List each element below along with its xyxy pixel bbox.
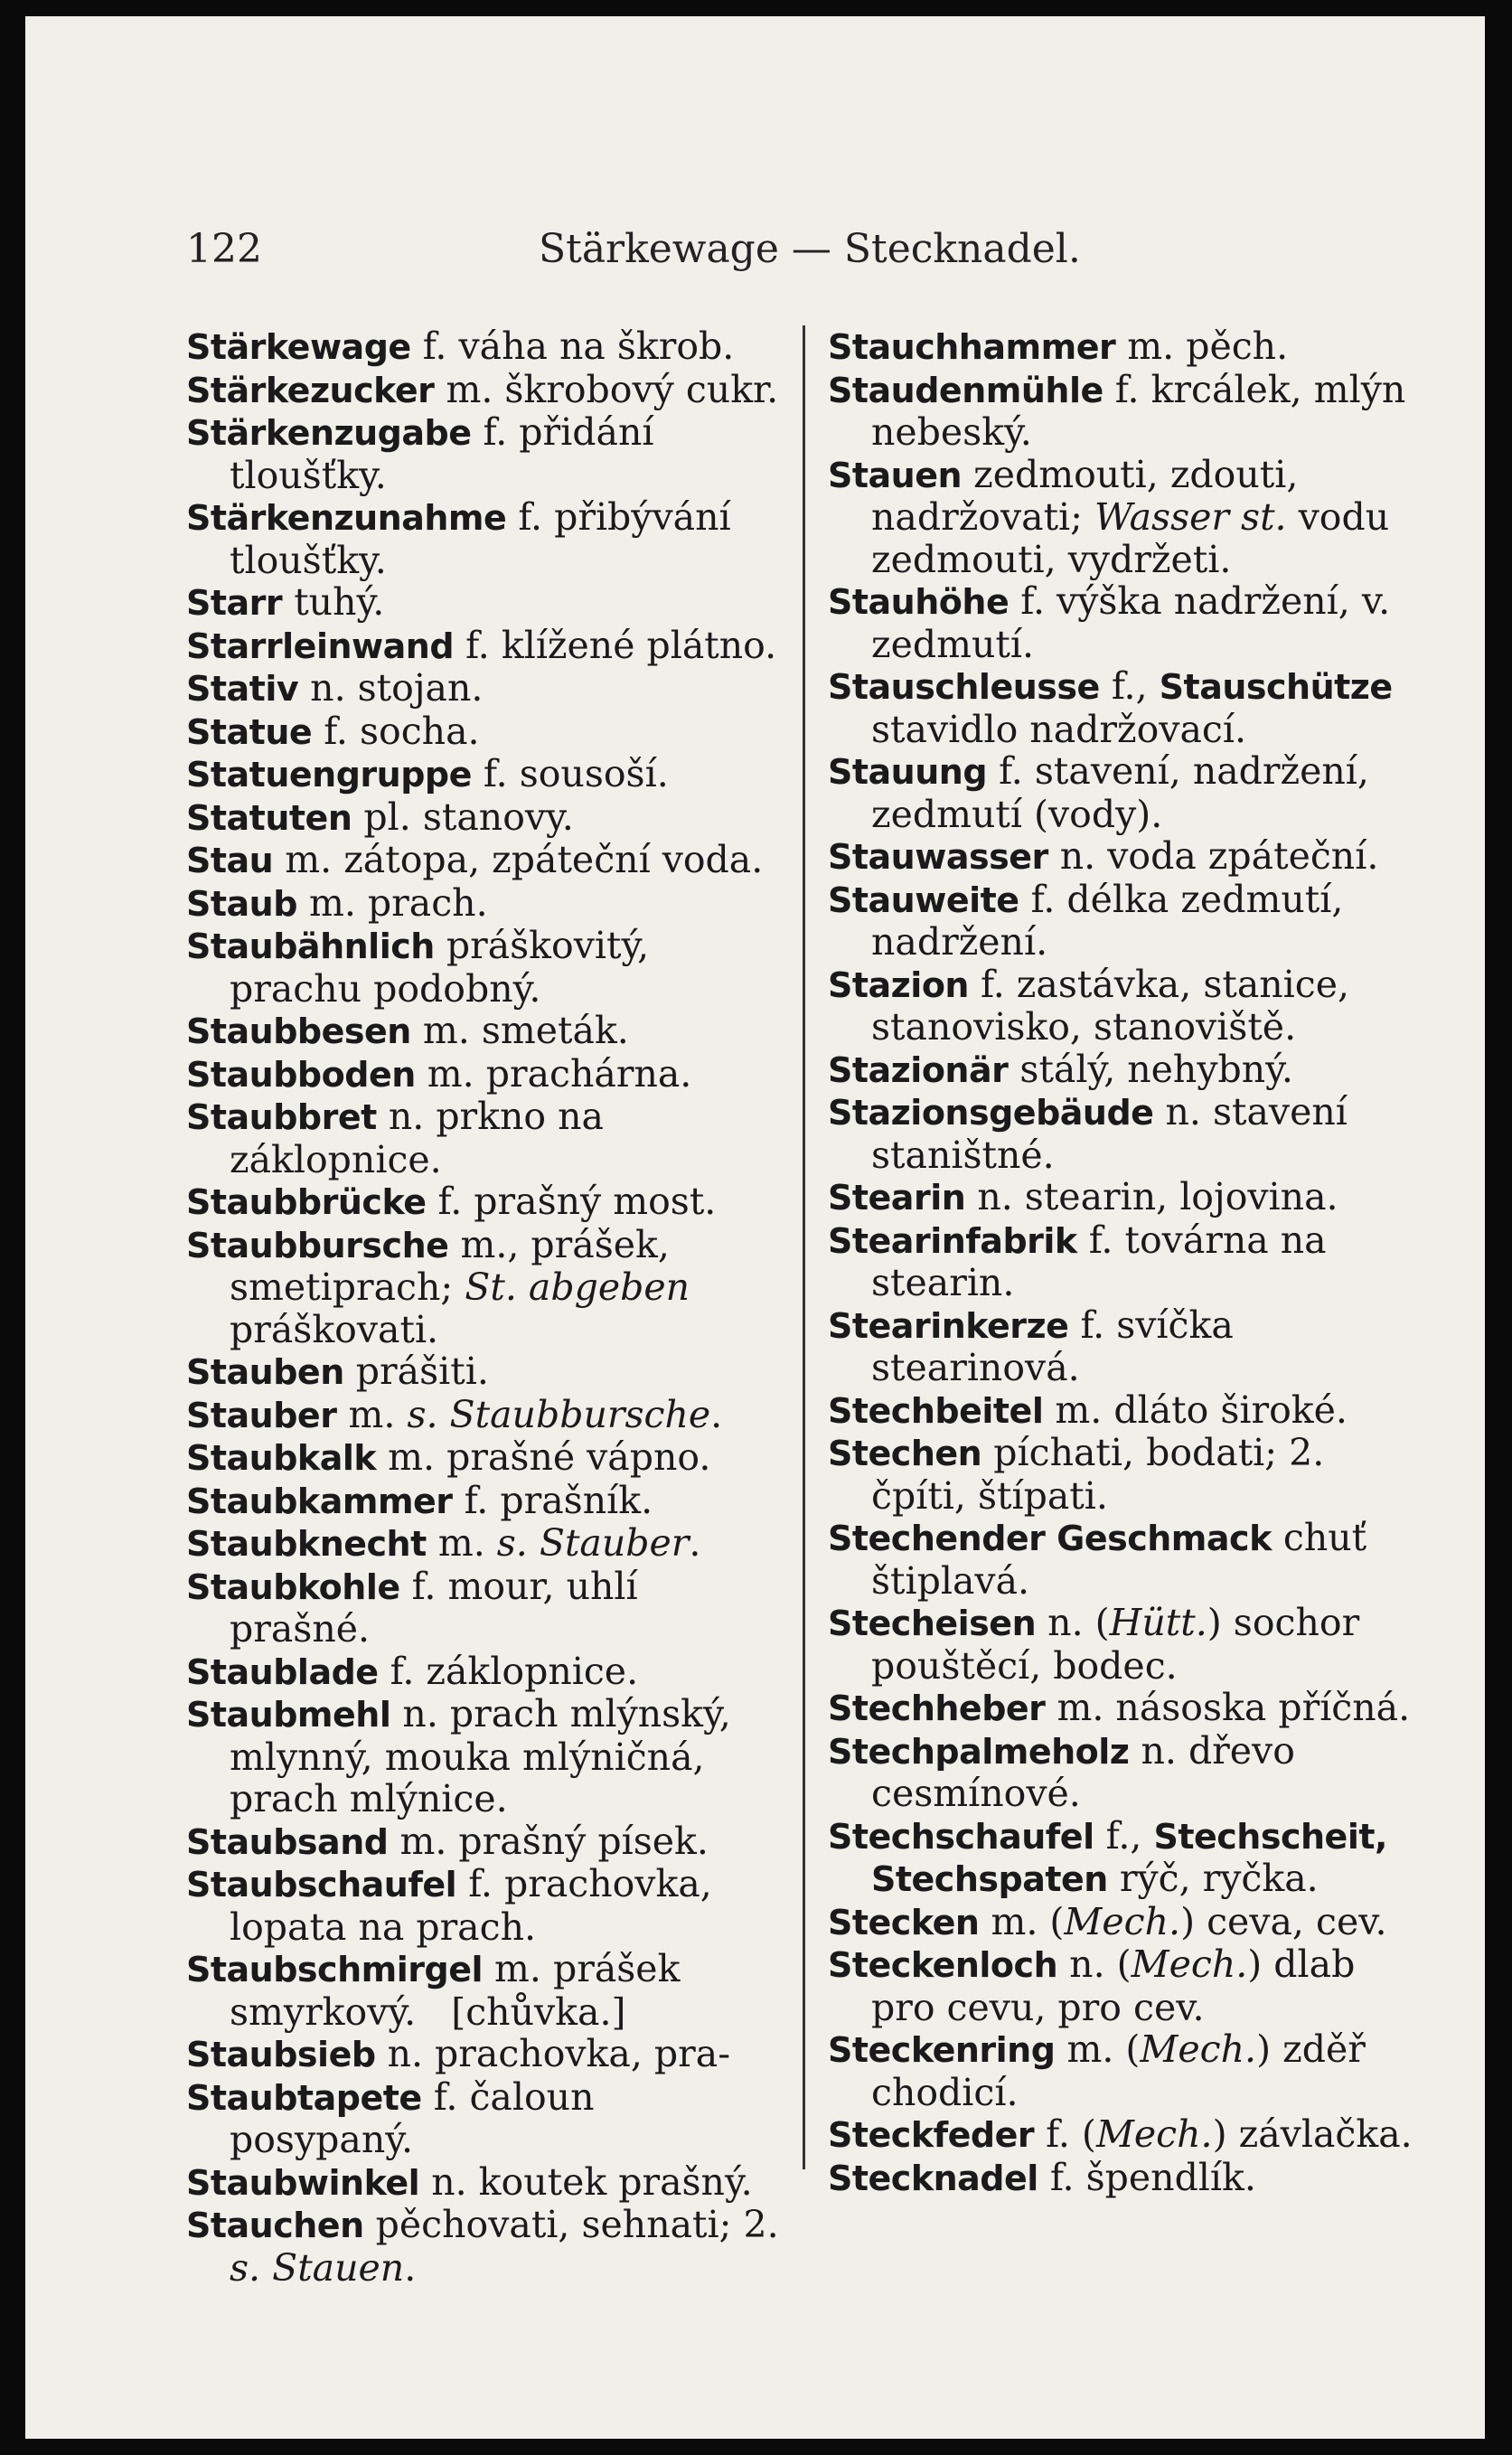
- entry-headword: Stazion: [828, 964, 969, 1005]
- entry-definition: f. špendlík.: [1038, 2155, 1256, 2199]
- entry-definition: chuť štiplavá.: [871, 1516, 1379, 1603]
- entry-headword: Stearinkerze: [828, 1305, 1069, 1346]
- dictionary-entry: [186, 1053, 783, 1096]
- entry-definition: m. (: [979, 1899, 1065, 1943]
- entry-headword: Staubknecht: [186, 1524, 427, 1564]
- entry-definition: n. stearin, lojovina.: [965, 1175, 1338, 1218]
- entry-headword: Stazionär: [828, 1049, 1009, 1090]
- dictionary-entry: [186, 1948, 783, 2033]
- entry-definition: f. přibývání tloušťky.: [230, 495, 743, 582]
- entry-headword: Stechheber: [828, 1688, 1046, 1728]
- entry-definition: prášiti.: [343, 1350, 489, 1393]
- entry-definition: f. stavení, nadržení, zedmutí (vody).: [871, 749, 1381, 836]
- left-column: [186, 325, 791, 2290]
- entry-headword: Steckenloch: [828, 1945, 1058, 1985]
- entry-headword: Stecken: [828, 1902, 980, 1942]
- entry-italic: Mech.: [1064, 1899, 1181, 1943]
- entry-headword: Staubtapete: [186, 2077, 422, 2118]
- entry-definition: ) zděř chodicí.: [871, 2027, 1377, 2114]
- entry-headword: Stauchhammer: [828, 327, 1116, 367]
- entry-definition: m.: [336, 1392, 408, 1436]
- entry-italic: St. abgeben: [465, 1265, 690, 1309]
- dictionary-entry: [186, 1863, 783, 1948]
- entry-headword: Stauung: [828, 752, 988, 792]
- dictionary-entry: [186, 839, 783, 882]
- entry-definition: píchati, bodati; 2. čpíti, štípati.: [871, 1431, 1337, 1518]
- entry-headword: Staubbesen: [186, 1011, 411, 1051]
- entry-definition: f. krcálek, mlýn nebeský.: [871, 367, 1418, 454]
- dictionary-entry: [186, 1693, 783, 1820]
- entry-headword: Staubwinkel: [186, 2162, 420, 2203]
- entry-italic: Mech.: [1095, 2112, 1213, 2156]
- dictionary-entry: [186, 625, 783, 668]
- entry-headword: Stechscheit, Stechspaten: [871, 1816, 1399, 1899]
- entry-definition: n. voda zpáteční.: [1047, 834, 1379, 878]
- entry-definition: tuhý.: [282, 580, 385, 624]
- dictionary-entry: [186, 1096, 783, 1180]
- entry-definition: f. socha.: [312, 709, 480, 753]
- entry-definition: zedmouti, zdouti, nadržovati;: [871, 452, 1310, 539]
- dictionary-entry: [828, 325, 1424, 369]
- entry-headword: Stauwasser: [828, 837, 1048, 877]
- dictionary-entry: [828, 835, 1424, 879]
- entry-definition: n. (: [1057, 1942, 1132, 1986]
- entry-definition: rýč, ryčka.: [1107, 1857, 1319, 1900]
- entry-italic: Hütt.: [1109, 1601, 1207, 1644]
- right-column: [828, 325, 1424, 2199]
- entry-definition: n. prach mlýnský, mlynný, mouka mlýničná, prach mlýnice.: [230, 1692, 743, 1820]
- entry-definition: n. (: [1036, 1601, 1110, 1644]
- entry-headword: Staubkalk: [186, 1438, 377, 1478]
- entry-headword: Staubboden: [186, 1054, 416, 1095]
- entry-definition: ) ceva, cev.: [1180, 1899, 1387, 1943]
- entry-definition: f. (: [1034, 2112, 1096, 2156]
- entry-definition: m. dláto široké.: [1043, 1387, 1348, 1432]
- entry-definition: n. prkno na záklopnice.: [230, 1095, 616, 1181]
- entry-headword: Stärkenzugabe: [186, 413, 472, 453]
- dictionary-entry: [828, 1901, 1424, 1944]
- entry-definition: f. mour, uhlí prašné.: [230, 1564, 650, 1651]
- dictionary-entry: [186, 882, 783, 926]
- entry-definition: f. záklopnice.: [378, 1649, 639, 1693]
- dictionary-entry: [186, 1180, 783, 1224]
- dictionary-entry: [828, 580, 1424, 665]
- dictionary-entry: [186, 1394, 783, 1437]
- entry-definition: práškovitý, prachu podobný.: [230, 924, 662, 1011]
- entry-definition: f. prašník.: [452, 1478, 653, 1522]
- dictionary-entry: [828, 665, 1424, 750]
- dictionary-entry: [828, 879, 1424, 964]
- entry-headword: Starr: [186, 583, 283, 623]
- entry-definition: f. přidání tloušťky.: [230, 410, 666, 497]
- entry-definition: f. prašný most.: [426, 1180, 717, 1223]
- entry-definition: f. sousoší.: [471, 752, 669, 795]
- entry-headword: Staublade: [186, 1651, 379, 1692]
- entry-definition: f.,: [1094, 1813, 1154, 1858]
- dictionary-entry: [186, 1651, 783, 1694]
- entry-headword: Staubbursche: [186, 1225, 449, 1265]
- entry-definition: n. dřevo cesmínové.: [871, 1728, 1307, 1815]
- dictionary-entry: [828, 1602, 1424, 1687]
- entry-definition: n. stavení staništné.: [871, 1090, 1359, 1177]
- dictionary-entry: [828, 2157, 1424, 2200]
- dictionary-entry: [828, 1219, 1424, 1304]
- entry-headword: Staubsieb: [186, 2035, 376, 2074]
- entry-definition: m. násoska příčná.: [1045, 1686, 1411, 1729]
- entry-headword: Staubsand: [186, 1821, 389, 1862]
- dictionary-entry: [186, 796, 783, 840]
- dictionary-entry: [186, 496, 783, 581]
- entry-headword: Stauen: [828, 455, 963, 495]
- entry-headword: Staudenmühle: [828, 370, 1103, 410]
- dictionary-entry: [828, 2028, 1424, 2113]
- entry-headword: Staubbret: [186, 1097, 377, 1137]
- entry-definition: vodu zedmouti, vydržeti.: [871, 495, 1402, 581]
- entry-italic: Wasser st.: [1094, 495, 1287, 539]
- dictionary-entry: [828, 1943, 1424, 2028]
- entry-headword: Stecheisen: [828, 1604, 1037, 1643]
- entry-definition: ) dlab pro cevu, pro cev.: [871, 1942, 1367, 2029]
- entry-definition: m. zátopa, zpáteční voda.: [273, 838, 764, 881]
- entry-headword: Stauber: [186, 1395, 337, 1435]
- entry-headword: Statue: [186, 711, 313, 752]
- dictionary-entry: [186, 325, 783, 369]
- entry-definition: stavidlo nadržovací.: [871, 664, 1404, 751]
- entry-headword: Staubmehl: [186, 1695, 391, 1735]
- entry-definition: m. prachárna.: [415, 1051, 692, 1096]
- entry-headword: Stärkewage: [186, 327, 411, 367]
- entry-definition: m. (: [1055, 2027, 1141, 2071]
- dictionary-entry: [828, 1389, 1424, 1433]
- dictionary-entry: [186, 710, 783, 754]
- dictionary-entry: [186, 1010, 783, 1053]
- entry-definition: ) sochor pouštěcí, bodec.: [871, 1601, 1372, 1688]
- entry-headword: Staubschmirgel: [186, 1950, 483, 1989]
- entry-definition: m., prášek, smetiprach;: [230, 1222, 681, 1309]
- dictionary-entry: [186, 2033, 783, 2076]
- entry-headword: Stearin: [828, 1178, 966, 1218]
- dictionary-entry: [186, 1566, 783, 1651]
- entry-definition: .: [404, 2245, 417, 2290]
- entry-headword: Statuten: [186, 797, 352, 838]
- entry-definition: f. výška nadržení, v. zedmutí.: [871, 579, 1403, 666]
- entry-definition: f. svíčka stearinová.: [871, 1303, 1245, 1389]
- dictionary-entry: [828, 1049, 1424, 1092]
- dictionary-entry: [186, 753, 783, 796]
- entry-headword: Stechschaufel: [828, 1816, 1094, 1857]
- dictionary-entry: [828, 964, 1424, 1049]
- dictionary-entry: [186, 2076, 783, 2161]
- dictionary-entry: [828, 1517, 1424, 1602]
- entry-definition: m. smeták.: [410, 1009, 629, 1052]
- entry-headword: Stechen: [828, 1434, 982, 1473]
- running-head: Stärkewage — Stecknadel.: [539, 226, 1081, 272]
- entry-definition: m. prášek smyrkový. [chůvka.]: [230, 1947, 692, 2034]
- dictionary-entry: [828, 2113, 1424, 2157]
- entry-headword: Stecknadel: [828, 2158, 1038, 2198]
- dictionary-entry: [186, 1436, 783, 1480]
- entry-definition: stálý, nehybný.: [1008, 1047, 1293, 1091]
- dictionary-entry: [186, 1820, 783, 1864]
- entry-definition: ) závlačka.: [1212, 2112, 1413, 2156]
- entry-headword: Stauben: [186, 1352, 344, 1392]
- dictionary-entry: [186, 667, 783, 710]
- dictionary-entry: [828, 1432, 1424, 1517]
- entry-definition: n. prachovka, pra-: [375, 2032, 731, 2075]
- entry-definition: f. klížené plátno.: [454, 623, 777, 667]
- dictionary-entry: [186, 1480, 783, 1523]
- entry-italic: s. Staubbursche: [407, 1392, 711, 1436]
- entry-definition: f. zastávka, stanice, stanovisko, stanoviště.: [871, 962, 1362, 1049]
- dictionary-entry: [828, 1815, 1424, 1901]
- column-divider: [803, 325, 805, 2169]
- entry-definition: f. délka zedmutí, nadržení.: [871, 877, 1356, 964]
- entry-headword: Steckenring: [828, 2030, 1056, 2070]
- dictionary-entry: [186, 369, 783, 412]
- entry-headword: Staubschaufel: [186, 1865, 457, 1905]
- entry-headword: Starrleinwand: [186, 626, 455, 666]
- entry-definition: n. koutek prašný.: [419, 2159, 753, 2204]
- entry-headword: Statuengruppe: [186, 755, 472, 795]
- entry-headword: Stearinfabrik: [828, 1220, 1077, 1261]
- entry-headword: Steckfeder: [828, 2115, 1035, 2155]
- dictionary-entry: [828, 369, 1424, 454]
- dictionary-entry: [828, 454, 1424, 581]
- entry-definition: f.,: [1099, 664, 1160, 708]
- entry-headword: Stauschütze: [1159, 667, 1393, 707]
- entry-definition: .: [710, 1392, 723, 1436]
- entry-headword: Stauchen: [186, 2206, 364, 2245]
- entry-italic: s. Stauen: [230, 2245, 405, 2290]
- entry-definition: f. továrna na stearin.: [871, 1218, 1338, 1304]
- dictionary-entry: [186, 2161, 783, 2205]
- entry-headword: Stauhöhe: [828, 582, 1010, 622]
- entry-definition: pl. stanovy.: [352, 795, 574, 839]
- entry-definition: m. prašné vápno.: [376, 1435, 711, 1479]
- entry-definition: n. stojan.: [298, 666, 484, 710]
- dictionary-entry: [828, 1176, 1424, 1219]
- dictionary-entry: [186, 925, 783, 1010]
- dictionary-entry: [828, 1730, 1424, 1815]
- entry-headword: Stativ: [186, 669, 299, 709]
- dictionary-page: [25, 16, 1485, 2439]
- entry-headword: Staubähnlich: [186, 927, 435, 966]
- dictionary-entry: [186, 2203, 791, 2290]
- entry-headword: Stau: [186, 841, 274, 880]
- entry-definition: f. prachovka, lopata na prach.: [230, 1862, 724, 1949]
- entry-headword: Stauweite: [828, 879, 1019, 920]
- entry-headword: Stechpalmeholz: [828, 1731, 1130, 1772]
- dictionary-entry: [186, 581, 783, 625]
- entry-headword: Staub: [186, 883, 297, 924]
- entry-definition: m. prašný písek.: [388, 1819, 709, 1863]
- dictionary-entry: [828, 1304, 1424, 1389]
- entry-italic: Mech.: [1131, 1942, 1248, 1986]
- dictionary-entry: [828, 1687, 1424, 1730]
- entry-headword: Stazionsgebäude: [828, 1093, 1154, 1133]
- entry-headword: Staubbrücke: [186, 1182, 427, 1222]
- entry-headword: Stärkezucker: [186, 370, 435, 410]
- entry-definition: m. škrobový cukr.: [434, 367, 779, 411]
- entry-headword: Staubkohle: [186, 1566, 400, 1607]
- dictionary-entry: [828, 1091, 1424, 1176]
- dictionary-entry: [828, 750, 1424, 835]
- entry-italic: Mech.: [1140, 2027, 1257, 2071]
- entry-definition: práškovati.: [230, 1265, 702, 1351]
- dictionary-entry: [186, 1350, 783, 1394]
- entry-definition: m. pěch.: [1115, 325, 1289, 368]
- entry-italic: s. Stauber: [496, 1521, 690, 1565]
- entry-definition: f. váha na škrob.: [410, 325, 735, 368]
- entry-definition: pěchovati, sehnati; 2.: [363, 2203, 791, 2246]
- entry-headword: Stauschleusse: [828, 667, 1100, 707]
- page-number: 122: [186, 226, 262, 272]
- entry-definition: f. čaloun posypaný.: [230, 2074, 606, 2161]
- entry-headword: Stechender Geschmack: [828, 1519, 1272, 1558]
- entry-headword: Stärkenzunahme: [186, 498, 507, 538]
- entry-definition: m. prach.: [296, 880, 488, 925]
- entry-definition: .: [689, 1521, 701, 1565]
- dictionary-entry: [186, 1224, 783, 1351]
- entry-headword: Staubkammer: [186, 1481, 453, 1521]
- entry-headword: Stechbeitel: [828, 1390, 1044, 1431]
- entry-definition: m.: [426, 1521, 497, 1565]
- dictionary-entry: [186, 1522, 783, 1566]
- dictionary-entry: [186, 411, 783, 496]
